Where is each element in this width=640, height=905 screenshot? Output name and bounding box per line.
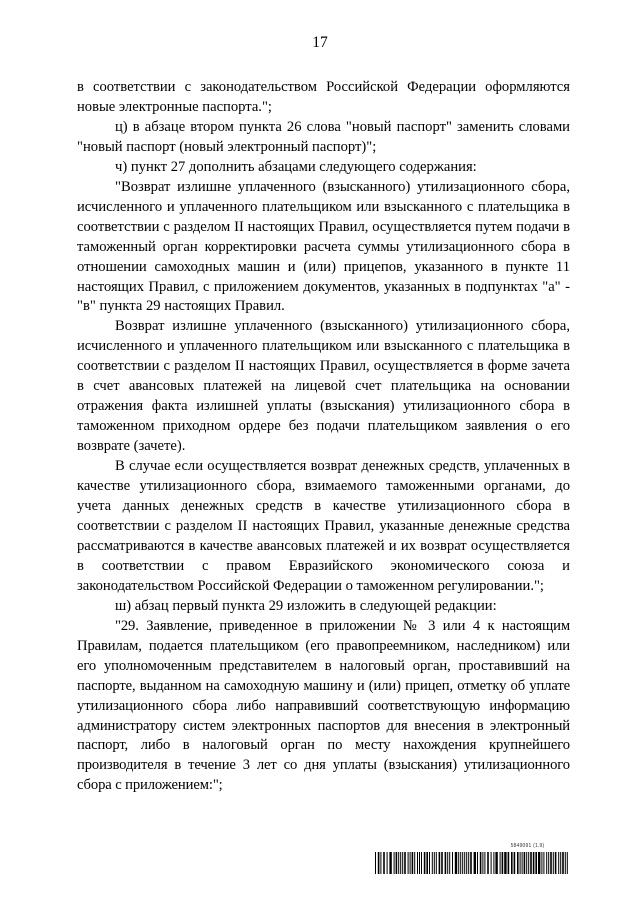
paragraph: В случае если осуществляется возврат денежных средств, уплаченных в качестве утилизационного сбора, взимаемого таможенными органами, до учета данных денежных средств в качестве утилизационного сбора в соответствии с разделом II настоящих Правил, указанные денежные средства рассматриваются в качестве авансовых платежей и их возврат осуществляется в соответствии с правом Евразийского экономического союза и законодательством Российской Федерации о таможенном регулировании."; (77, 458, 570, 594)
barcode-bar (455, 852, 457, 874)
barcode-bar (470, 852, 472, 874)
barcode-bar (522, 852, 523, 874)
paragraph: в соответствии с законодательством Российской Федерации оформляются новые электронные паспорта."; (77, 79, 570, 115)
barcode-bar (508, 852, 510, 874)
barcode-bar (389, 852, 391, 874)
barcode-bar (398, 852, 399, 874)
barcode-bar (434, 852, 435, 874)
barcode-bar (378, 852, 380, 874)
barcode-bar (394, 852, 395, 874)
barcode-bar (460, 852, 461, 874)
barcode-bar (480, 852, 482, 874)
barcode-bar (410, 852, 411, 874)
barcode-bar (436, 852, 437, 874)
barcode-bar (541, 852, 542, 874)
paragraph: "29. Заявление, приведенное в приложении № 3 или 4 к настоящим Правилам, подается плательщиком (его правопреемником, наследником) или его уполномоченным представителем в налоговый орган, проставивший на паспорте, выданном на самоходную машину и (или) прицеп, отметку об уплате утилизационного сбора либо направивший соответствующую информацию администратору систем электронных паспортов для внесения в электронный паспорт, либо в налоговый орган по месту нахождения крупнейшего производителя в течение 3 лет со дня уплаты (взыскания) утилизационного сбора с приложением:"; (77, 617, 570, 794)
barcode-bar (546, 852, 547, 874)
barcode-bar (402, 852, 403, 874)
barcode-bar (517, 852, 519, 874)
barcode-bar (404, 852, 406, 874)
paragraph: Возврат излишне уплаченного (взысканного) утилизационного сбора, исчисленного и уплаченного плательщиком или взысканного с плательщика в соответствии с разделом II настоящих Правил, осуществляется в форме зачета в счет авансовых платежей на лицевой счет плательщика на основании отражения факта излишней уплаты (взыскания) утилизационного сбора в таможенном приходном ордере без подачи плательщиком заявления о его возврате (зачете). (77, 318, 570, 455)
barcode-bar (500, 852, 501, 874)
barcode-bar (424, 852, 426, 874)
barcode-bar (543, 852, 544, 874)
paragraph: ц) в абзаце втором пункта 26 слова "новый паспорт" заменить словами "новый паспорт (новый электронный паспорт)"; (77, 118, 570, 155)
body-text (77, 78, 570, 796)
page-number: 17 (312, 34, 328, 51)
barcode-bar (565, 852, 566, 874)
barcode-bar (487, 852, 489, 874)
barcode-bar (441, 852, 443, 874)
barcode-bar (421, 852, 422, 874)
barcode-bar (462, 852, 463, 874)
barcode-bar (439, 852, 441, 874)
barcode-bar (414, 852, 415, 874)
barcode-bar (468, 852, 469, 874)
barcode-bar (445, 852, 447, 874)
barcode-bar (538, 852, 540, 874)
barcode-bar (560, 852, 561, 874)
barcode-bar (558, 852, 559, 874)
paragraph: ш) абзац первый пункта 29 изложить в следующей редакции: (115, 597, 497, 614)
barcode-icon (375, 852, 571, 874)
barcode-bar (447, 852, 448, 874)
barcode-bar (426, 852, 428, 874)
barcode-bar (530, 852, 532, 874)
barcode-bar (429, 852, 430, 874)
barcode-bar (533, 852, 535, 874)
barcode-bar (412, 852, 414, 874)
barcode-bar (396, 852, 398, 874)
barcode-bar (495, 852, 497, 874)
barcode-bar (449, 852, 450, 874)
barcode-bar (383, 852, 385, 874)
barcode-bar (553, 852, 554, 874)
barcode-bar (482, 852, 483, 874)
barcode-bar (464, 852, 465, 874)
barcode-bar (380, 852, 381, 874)
barcode-bar (419, 852, 420, 874)
barcode-bar (511, 852, 513, 874)
barcode-bar (526, 852, 527, 874)
barcode-bar (514, 852, 516, 874)
barcode-bar (400, 852, 401, 874)
paragraph: "Возврат излишне уплаченного (взысканного) утилизационного сбора, исчисленного и уплаченного плательщиком или взысканного с плательщика в соответствии с разделом II настоящих Правил, осуществляется путем подачи в таможенный орган корректировки расчета суммы утилизационного сбора в отношении самоходных машин и (или) прицепов, указанного в пункте 11 настоящих Правил, с приложением документов, указанных в подпунктах "а" - "в" пункта 29 настоящих Правил. (77, 178, 570, 315)
barcode-bar (550, 852, 552, 874)
barcode-bar (562, 852, 564, 874)
barcode-bar (567, 852, 568, 874)
barcode-bar (535, 852, 537, 874)
document-code: 5849091 (1.9) (510, 843, 545, 849)
barcode-bar (474, 852, 476, 874)
barcode-bar (452, 852, 453, 874)
barcode-bar (484, 852, 485, 874)
barcode-bar (417, 852, 418, 874)
barcode-bar (502, 852, 504, 874)
barcode-bar (387, 852, 388, 874)
barcode-bar (548, 852, 549, 874)
barcode-bar (555, 852, 557, 874)
barcode-bar (375, 852, 376, 874)
barcode-bar (408, 852, 409, 874)
paragraph: ч) пункт 27 дополнить абзацами следующего содержания: (115, 158, 477, 175)
barcode-bar (458, 852, 459, 874)
barcode-bar (528, 852, 529, 874)
barcode-bar (466, 852, 467, 874)
barcode-bar (477, 852, 478, 874)
barcode-bar (432, 852, 433, 874)
barcode-bar (493, 852, 494, 874)
barcode-bar (491, 852, 492, 874)
barcode-bar (520, 852, 521, 874)
barcode-bar (504, 852, 506, 874)
barcode-bar (524, 852, 526, 874)
